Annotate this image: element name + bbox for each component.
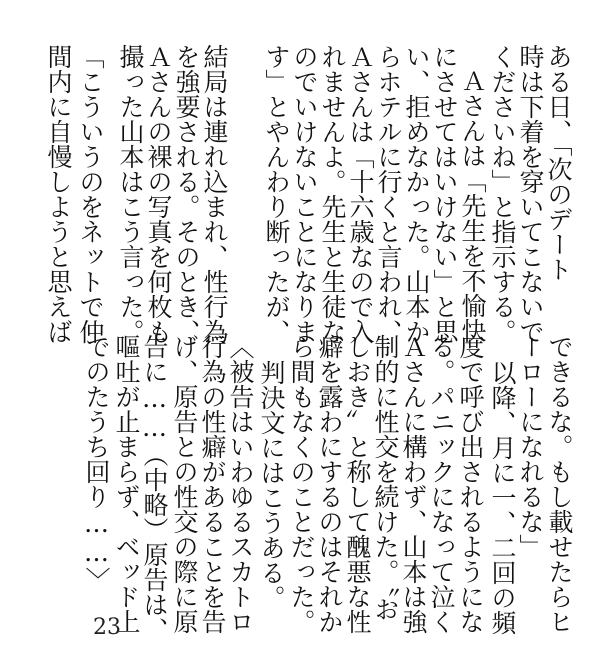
text-line: ある日、「次のデート (544, 44, 573, 282)
page-number: 23 (93, 615, 121, 640)
text-line: 行為の性癖があることを告 (198, 334, 227, 634)
text-line: 判決文にはこうある。 (257, 360, 286, 610)
text-line: のでいけないことになりま (290, 44, 319, 344)
text-line: げ、原告との性交の際に原 (170, 334, 199, 634)
text-line: い、拒めなかった。山本か (402, 44, 431, 344)
text-line: Ａさんは「十六歳なので入 (346, 44, 375, 344)
text-line: る。パニックになって泣く (427, 334, 456, 634)
text-line: でのたうち回り……〉 (82, 334, 111, 592)
text-line: ら間もなくのことだった。 (287, 334, 316, 634)
text-line: ーローになれるな」 (516, 334, 545, 559)
text-line: 制的に性交を続けた。〝お (371, 334, 400, 622)
text-line: Ａさんの裸の写真を何枚も (144, 44, 173, 344)
text-line: しおき〟と称して醜悪な性 (343, 334, 372, 634)
text-line: 〈被告はいわゆるスカトロ (226, 334, 255, 634)
text-line: れませんよ。先生と生徒な (318, 44, 347, 344)
text-line: Ａさんは「先生を不愉快 (458, 68, 487, 343)
text-line: Ａさんに構わず、山本は強 (399, 334, 428, 634)
text-line: 嘔吐が止まらず、ベッド上 (112, 334, 141, 634)
text-line: を強要される。そのとき、 (172, 44, 201, 344)
text-line: 「こういうのをネットで仲 (76, 44, 105, 344)
text-line: 間内に自慢しようと思えば (44, 44, 73, 344)
text-line: 以降、月に一、二回の頻 (488, 360, 517, 635)
text-line: できるな。もし載せたらヒ (545, 334, 574, 634)
text-line: 度で呼び出されるようにな (456, 334, 485, 634)
text-line: 撮った山本はこう言った。 (116, 44, 145, 344)
text-line: 癖を露わにするのはそれか (315, 334, 344, 634)
text-line: らホテルに行くと言われ、 (374, 44, 403, 344)
text-line: 時は下着を穿いてこないで (516, 44, 545, 344)
cropped-previous-text (0, 0, 602, 8)
text-line: 結局は連れ込まれ、性行為 (200, 44, 229, 344)
text-line: 告に……（中略）原告は、 (140, 334, 169, 642)
text-line: す」とやんわり断ったが、 (262, 44, 291, 344)
text-line: くださいね」と指示する。 (488, 44, 517, 344)
text-line: にさせてはいけない」と思 (430, 44, 459, 344)
